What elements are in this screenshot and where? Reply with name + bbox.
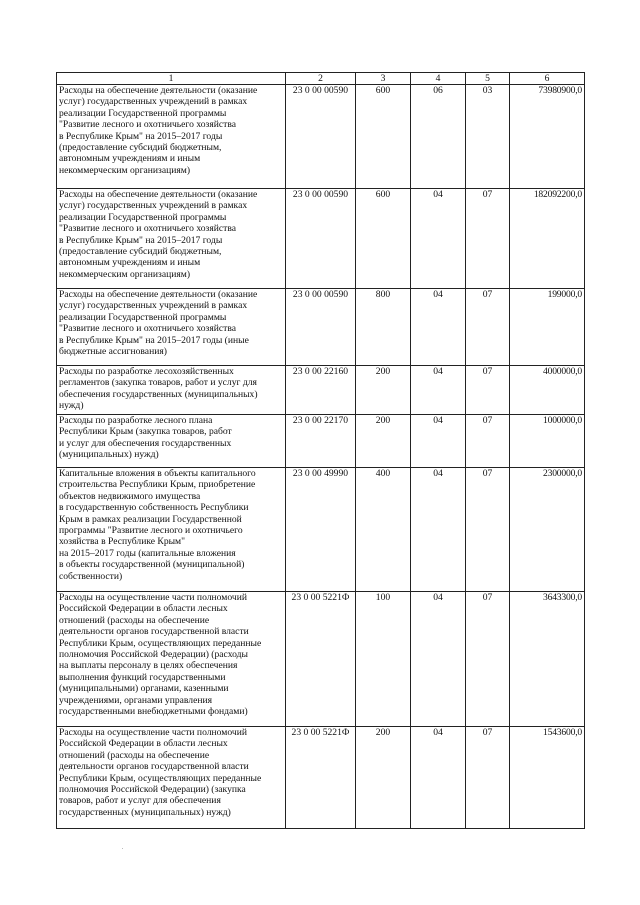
table-row — [57, 189, 585, 289]
table-row — [57, 415, 585, 468]
row-subsection: 07 — [466, 468, 510, 592]
row-amount: 1000000,0 — [510, 415, 585, 468]
row-description: Расходы по разработке лесохозяйственных регламентов (закупка товаров, работ и услуг для обеспечения государственных (муниципальных) нужд) — [57, 366, 286, 415]
header-cell-5: 5 — [466, 73, 510, 85]
row-expense-type: 100 — [356, 592, 411, 727]
header-cell-1: 1 — [57, 73, 286, 85]
row-target-code: 23 0 00 5221Ф — [286, 727, 356, 829]
row-section: 06 — [411, 85, 466, 189]
table-row — [57, 366, 585, 415]
row-amount: 182092200,0 — [510, 189, 585, 289]
budget-table — [56, 72, 585, 829]
row-expense-type: 600 — [356, 85, 411, 189]
row-expense-type: 200 — [356, 415, 411, 468]
row-expense-type: 800 — [356, 289, 411, 366]
row-expense-type: 200 — [356, 727, 411, 829]
row-subsection: 07 — [466, 592, 510, 727]
header-cell-3: 3 — [356, 73, 411, 85]
row-target-code: 23 0 00 00590 — [286, 289, 356, 366]
row-description: Расходы по разработке лесного плана Республики Крым (закупка товаров, работ и услуг для обеспечения государственных (муниципальных) нужд) — [57, 415, 286, 468]
table-row — [57, 592, 585, 727]
row-description: Расходы на обеспечение деятельности (оказание услуг) государственных учреждений в рамках реализации Государственной программы "Развитие лесного и охотничьего хозяйства в Республике Крым" на 2015–2017 годы (иные бюджетные ассигнования) — [57, 289, 286, 366]
row-description: Расходы на осуществление части полномочий Российской Федерации в области лесных отношений (расходы на обеспечение деятельности органов государственной власти Республики Крым, осуществляющих переданные полномочия Российской Федерации) (расходы на выплаты персоналу в целях обеспечения выполнения функций государственными (муниципальными) органами, казенными учреждениями, органами управления государственными внебюджетными фондами) — [57, 592, 286, 727]
table-row — [57, 468, 585, 592]
row-target-code: 23 0 00 22170 — [286, 415, 356, 468]
table-row — [57, 289, 585, 366]
header-cell-4: 4 — [411, 73, 466, 85]
row-subsection: 07 — [466, 415, 510, 468]
row-section: 04 — [411, 289, 466, 366]
row-target-code: 23 0 00 22160 — [286, 366, 356, 415]
row-section: 04 — [411, 415, 466, 468]
row-section: 04 — [411, 189, 466, 289]
row-amount: 199000,0 — [510, 289, 585, 366]
row-section: 04 — [411, 592, 466, 727]
row-amount: 73980900,0 — [510, 85, 585, 189]
row-amount: 1543600,0 — [510, 727, 585, 829]
row-description: Расходы на обеспечение деятельности (оказание услуг) государственных учреждений в рамках реализации Государственной программы "Развитие лесного и охотничьего хозяйства в Республике Крым" на 2015–2017 годы (предоставление субсидий бюджетным, автономным учреждениям и иным некоммерческим организациям) — [57, 85, 286, 189]
row-section: 04 — [411, 727, 466, 829]
row-target-code: 23 0 00 5221Ф — [286, 592, 356, 727]
row-expense-type: 600 — [356, 189, 411, 289]
row-subsection: 07 — [466, 366, 510, 415]
row-target-code: 23 0 00 49990 — [286, 468, 356, 592]
row-amount: 2300000,0 — [510, 468, 585, 592]
row-description: Расходы на обеспечение деятельности (оказание услуг) государственных учреждений в рамках реализации Государственной программы "Развитие лесного и охотничьего хозяйства в Республике Крым" на 2015–2017 годы (предоставление субсидий бюджетным, автономным учреждениям и иным некоммерческим организациям) — [57, 189, 286, 289]
row-section: 04 — [411, 468, 466, 592]
scan-speck — [122, 848, 123, 849]
row-amount: 4000000,0 — [510, 366, 585, 415]
row-amount: 3643300,0 — [510, 592, 585, 727]
header-cell-6: 6 — [510, 73, 585, 85]
row-subsection: 07 — [466, 727, 510, 829]
row-target-code: 23 0 00 00590 — [286, 189, 356, 289]
row-description: Расходы на осуществление части полномочий Российской Федерации в области лесных отношений (расходы на обеспечение деятельности органов государственной власти Республики Крым, осуществляющих переданные полномочия Российской Федерации) (закупка товаров, работ и услуг для обеспечения государственных (муниципальных) нужд) — [57, 727, 286, 829]
row-expense-type: 200 — [356, 366, 411, 415]
row-description: Капитальные вложения в объекты капитального строительства Республики Крым, приобретение объектов недвижимого имущества в государственную собственность Республики Крым в рамках реализации Государственной программы "Развитие лесного и охотничьего хозяйства в Республике Крым" на 2015–2017 годы (капитальные вложения в объекты государственной (муниципальной) собственности) — [57, 468, 286, 592]
row-subsection: 07 — [466, 289, 510, 366]
table-row — [57, 727, 585, 829]
table-row — [57, 85, 585, 189]
row-section: 04 — [411, 366, 466, 415]
header-row — [57, 73, 585, 85]
row-subsection: 03 — [466, 85, 510, 189]
row-subsection: 07 — [466, 189, 510, 289]
row-target-code: 23 0 00 00590 — [286, 85, 356, 189]
row-expense-type: 400 — [356, 468, 411, 592]
header-cell-2: 2 — [286, 73, 356, 85]
